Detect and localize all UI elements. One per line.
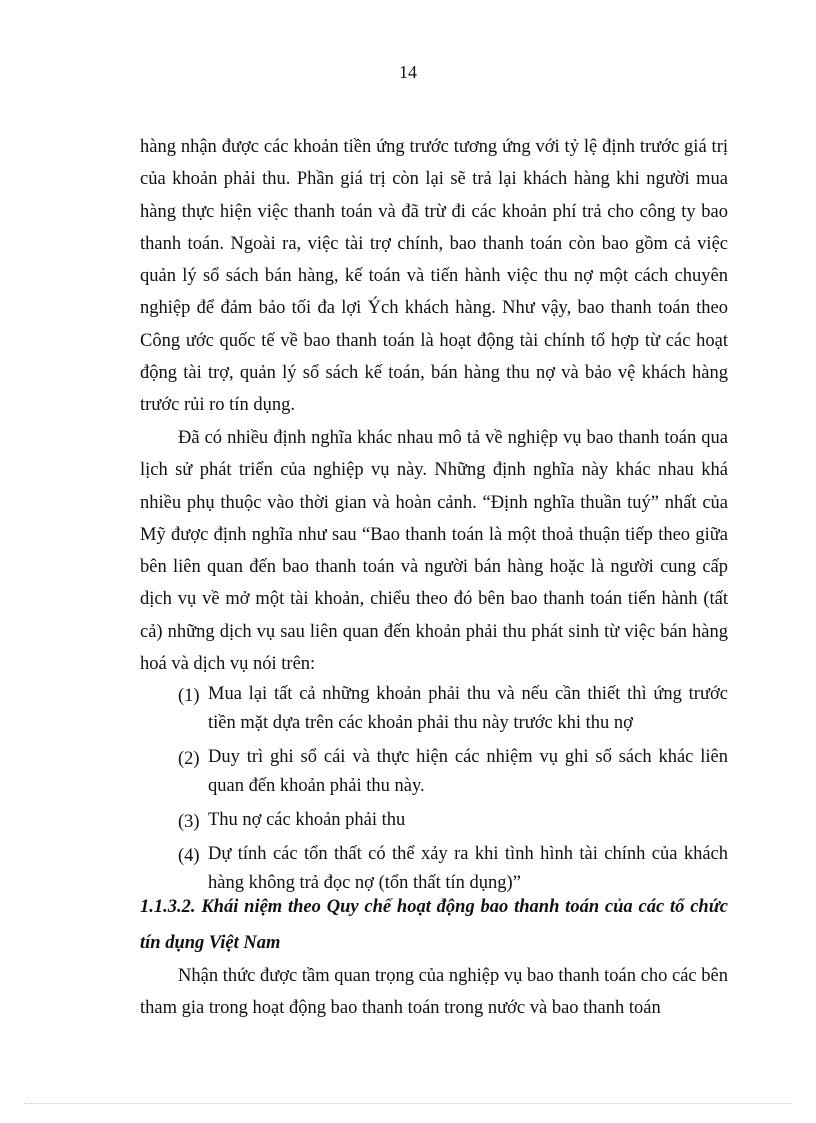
section-heading: 1.1.3.2. Khái niệm theo Quy chế hoạt động bao thanh toán của các tổ chức tín dụng Việt Nam xyxy=(140,897,728,953)
list-item xyxy=(178,806,728,835)
definition-list xyxy=(178,680,728,903)
page-footer-divider xyxy=(24,1103,792,1104)
list-item-number: (1) xyxy=(178,686,200,706)
paragraph-3: Nhận thức được tầm quan trọng của nghiệp vụ bao thanh toán cho các bên tham gia trong hoạt động bao thanh toán trong nước và bao thanh toán xyxy=(140,966,728,1019)
list-item xyxy=(178,743,728,801)
paragraph-2: Đã có nhiều định nghĩa khác nhau mô tả về nghiệp vụ bao thanh toán qua lịch sử phát triển của nghiệp vụ này. Những định nghĩa này khác nhau khá nhiều phụ thuộc vào thời gian và hoàn cảnh. “Định nghĩa thuần tuý” nhất của Mỹ được định nghĩa như sau “Bao thanh toán là một thoả thuận tiếp theo giữa bên liên quan đến bao thanh toán và người bán hàng hoặc là người cung cấp dịch vụ về mở một tài khoản, chiểu theo đó bên bao thanh toán tiến hành (tất cả) những dịch vụ sau liên quan đến khoản phải thu phát sinh từ việc bán hàng hoá và dịch vụ nói trên: xyxy=(140,428,728,675)
list-item-text: Thu nợ các khoản phải thu xyxy=(208,810,406,830)
paragraph-1: hàng nhận được các khoản tiền ứng trước tương ứng với tỷ lệ định trước giá trị của khoản phải thu. Phần giá trị còn lại sẽ trả lại khách hàng khi người mua hàng thực hiện việc thanh toán và đã trừ đi các khoản phí trả cho công ty bao thanh toán. Ngoài ra, việc tài trợ chính, bao thanh toán còn bao gồm cả việc quản lý sổ sách bán hàng, kế toán và tiến hành việc thu nợ một cách chuyên nghiệp để đảm bảo tối đa lợi Ých khách hàng. Như vậy, bao thanh toán theo Công ước quốc tế về bao thanh toán là hoạt động tài chính tổ hợp từ các hoạt động tài trợ, quản lý sổ sách kế toán, bán hàng thu nợ và bảo vệ khách hàng trước rủi ro tín dụng. xyxy=(140,137,728,416)
page-number: 14 xyxy=(399,62,417,82)
list-item-number: (3) xyxy=(178,812,200,832)
list-item-text: Mua lại tất cả những khoản phải thu và nếu cần thiết thì ứng trước tiền mặt dựa trên các khoản phải thu này trước khi thu nợ xyxy=(208,684,728,733)
list-item-text: Dự tính các tổn thất có thể xảy ra khi tình hình tài chính của khách hàng không trả đọc nợ (tổn thất tín dụng)” xyxy=(208,844,728,893)
list-item xyxy=(178,680,728,738)
list-item-number: (2) xyxy=(178,749,200,769)
list-item-text: Duy trì ghi sổ cái và thực hiện các nhiệm vụ ghi sổ sách khác liên quan đến khoản phải thu này. xyxy=(208,747,728,796)
list-item-number: (4) xyxy=(178,846,200,866)
